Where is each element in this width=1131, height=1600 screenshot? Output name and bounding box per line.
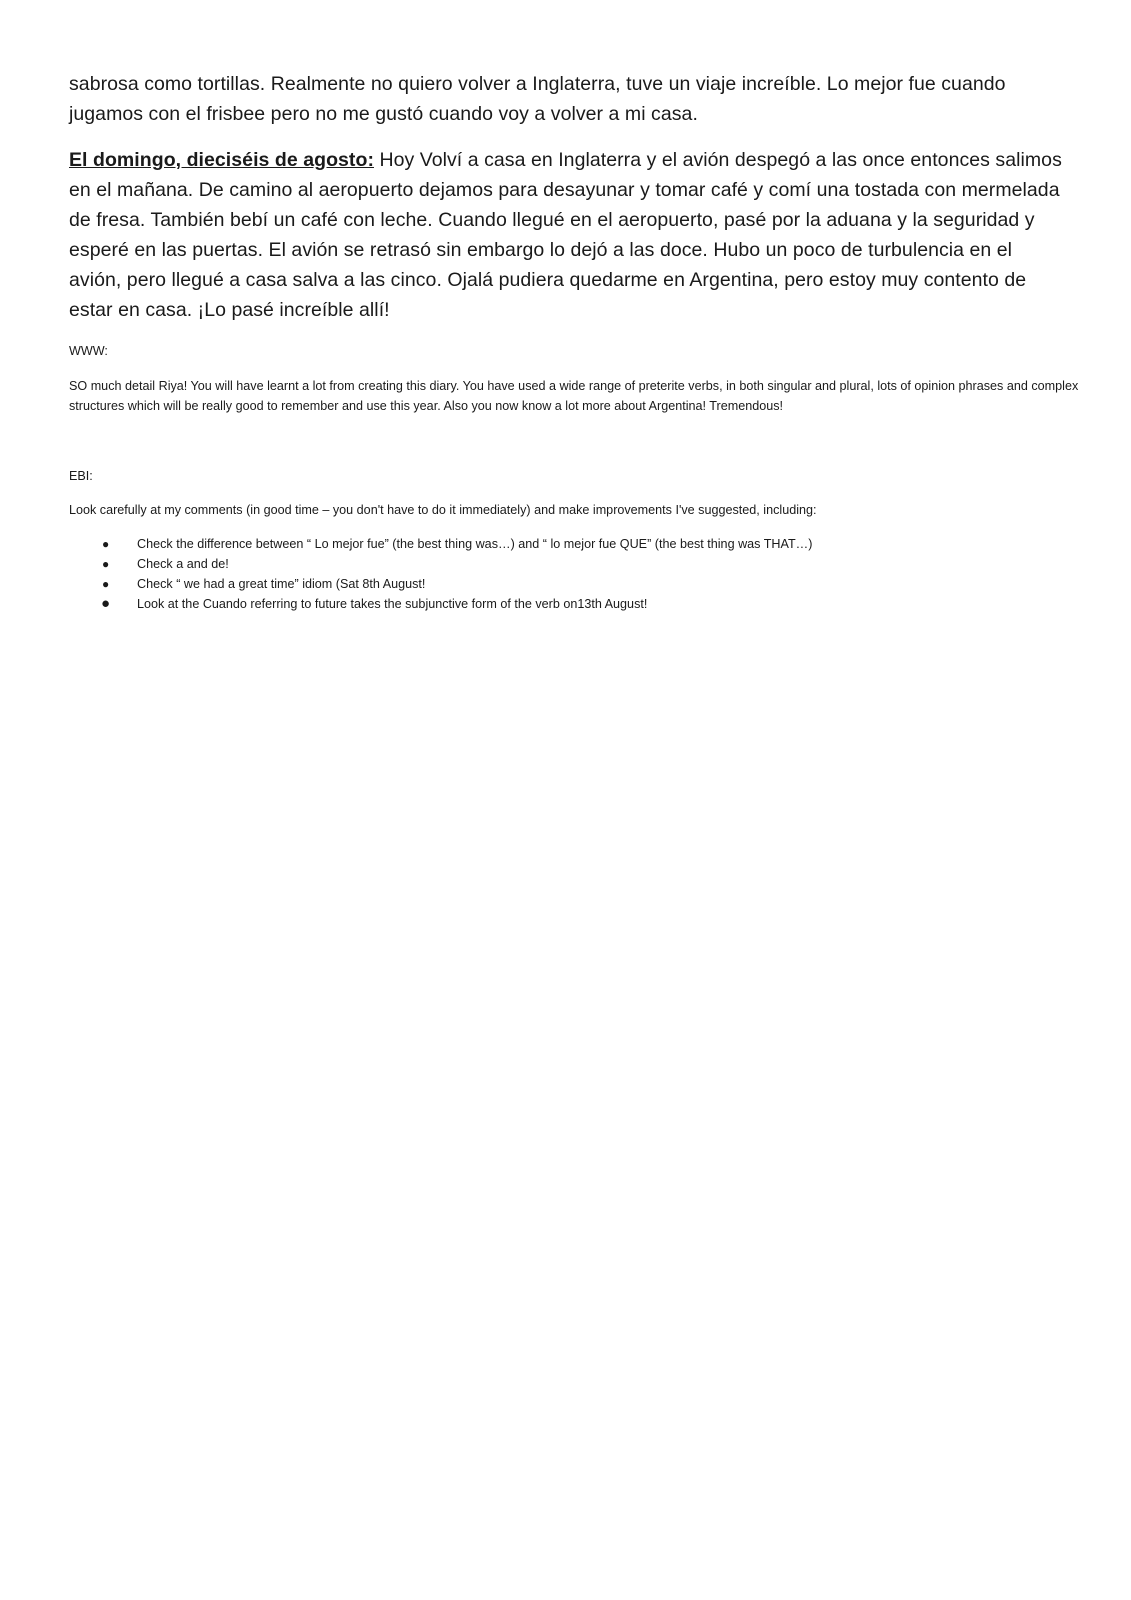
diary-paragraph	[69, 69, 1069, 129]
ebi-intro: Look carefully at my comments (in good time – you don't have to do it immediately) and make improvements I've suggested, including:	[69, 503, 817, 517]
entry-date-heading: El domingo, dieciséis de agosto:	[69, 149, 374, 171]
diary-paragraph-text: sabrosa como tortillas. Realmente no quiero volver a Inglaterra, tuve un viaje increíble. Lo mejor fue cuando jugamos con el frisbee pero no me gustó cuando voy a volver a mi casa.	[69, 73, 1006, 125]
list-item	[69, 594, 1069, 614]
list-item	[69, 554, 1069, 574]
entry-body-text: Hoy Volví a casa en Inglaterra y el avión despegó a las once entonces salimos en el mañana. De camino al aeropuerto dejamos para desayunar y tomar café y comí una tostada con mermelada de fresa. También bebí un café con leche. Cuando llegué en el aeropuerto, pasé por la aduana y la seguridad y esperé en las puertas. El avión se retrasó sin embargo lo dejó a las doce. Hubo un poco de turbulencia en el avión, pero llegué a casa salva a las cinco. Ojalá pudiera quedarme en Argentina, pero estoy muy contento de estar en casa. ¡Lo pasé increíble allí!	[69, 149, 1062, 321]
diary-entry-sunday	[69, 145, 1069, 325]
list-item	[69, 574, 1069, 594]
bullet-icon: ●	[102, 557, 110, 571]
list-item-text: Look at the Cuando referring to future takes the subjunctive form of the verb on13th August!	[137, 597, 648, 611]
www-comment: SO much detail Riya! You will have learnt a lot from creating this diary. You have used a wide range of preterite verbs, in both singular and plural, lots of opinion phrases and complex structures which will be really good to remember and use this year. Also you now know a lot more about Argentina! Tremendous!	[69, 379, 1079, 413]
ebi-label: EBI:	[69, 469, 93, 483]
list-item-text: Check the difference between “ Lo mejor fue” (the best thing was…) and “ lo mejor fue QUE” (the best thing was THAT…)	[137, 537, 813, 551]
bullet-icon: ●	[102, 577, 110, 591]
bullet-icon: ●	[102, 537, 110, 551]
list-item	[69, 534, 1069, 554]
www-label: WWW:	[69, 344, 108, 358]
bullet-icon: ●	[101, 595, 111, 612]
list-item-text: Check a and de!	[137, 557, 229, 571]
ebi-list	[69, 534, 1069, 614]
list-item-text: Check “ we had a great time” idiom (Sat 8th August!	[137, 577, 426, 591]
